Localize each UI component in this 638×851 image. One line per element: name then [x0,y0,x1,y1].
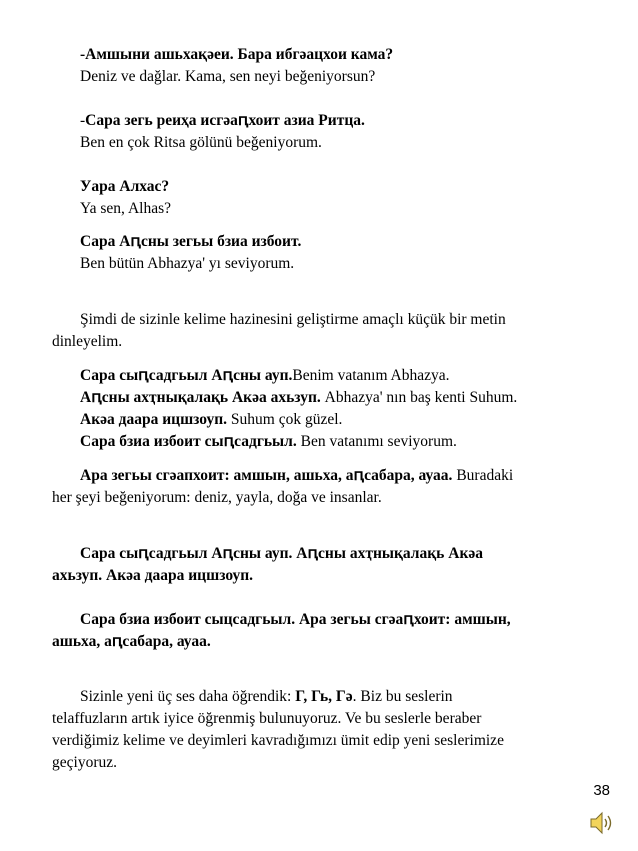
closing-paragraph: Sizinle yeni üç ses daha öğrendik: Г, Гь, Гә. Biz bu seslerin telaffuzların artık iyice öğrenmiş bulunuyoruz. Ve bu seslerle beraber verdiğimiz kelime ve deyimleri kavradığımızı ümit edip yeni seslerimize geçiyoruz. [52,688,504,771]
turkish-line: Ben en çok Ritsa gölünü beğeniyorum. [80,134,322,151]
abkhaz-line: Сара зегь реиҳа исгәаԥхоит азиа Ритца. [85,112,365,129]
summary-paragraph-1: Сара сыԥсадгьыл Аԥсны ауп. Аԥсны ахҭнықалақь Акәа ахьзуп. Акәа даара ицшзоуп. [52,545,483,584]
sentence-list [52,365,572,453]
speaker-glyph [588,810,616,836]
speaker-icon[interactable] [588,810,616,836]
dialogue-3 [52,176,572,220]
sentence-row: Акәа даара ицшзоуп. Suhum çok güzel. [80,411,343,428]
sentence-row: Сара бзиа избоит сыԥсадгьыл. Ben vatanımı seviyorum. [80,433,457,450]
sentence-row: Сара сыԥсадгьыл Аԥсны ауп.Benim vatanım Abhazya. [80,367,450,384]
summary-paragraph-2: Сара бзиа избоит сыцсадгьыл. Ара зегьы сгәаԥхоит: амшын, ашьха, аԥсабара, ауаа. [52,611,511,650]
abkhaz-line: Уара Алхас? [80,178,170,195]
sentence-row: Аԥсны ахҭнықалақь Акәа ахьзуп. Abhazya' nın baş kenti Suhum. [80,389,518,406]
turkish-line: Ya sen, Alhas? [80,200,171,217]
abkhaz-line: -Амшыни ашьхақәеи. Бара ибгәацхои кама? [80,46,394,63]
turkish-line: Deniz ve dağlar. Kama, sen neyi beğeniyorsun? [80,68,376,85]
intro-paragraph: Şimdi de sizinle kelime hazinesini geliştirme amaçlı küçük bir metin dinleyelim. [52,311,506,350]
abkhaz-line: Сара Аԥсны зегьы бзиа избоит. [80,233,302,250]
page-number: 38 [593,782,610,799]
dialogue-4 [52,231,572,275]
turkish-line: Ben bütün Abhazya' yı seviyorum. [80,255,295,272]
dialogue-1 [52,44,572,88]
ara-paragraph: Ара зегьы сгәапхоит: амшын, ашьха, аԥсабара, ауаа. Buradaki her şeyi beğeniyorum: deniz, yayla, doğa ve insanlar. [52,467,514,506]
dialogue-2: -Сара зегь реиҳа исгәаԥхоит азиа Ритца. Ben en çok Ritsa gölünü beğeniyorum. [52,110,572,154]
sound-letters: Г, Гь, Гә [295,688,353,705]
